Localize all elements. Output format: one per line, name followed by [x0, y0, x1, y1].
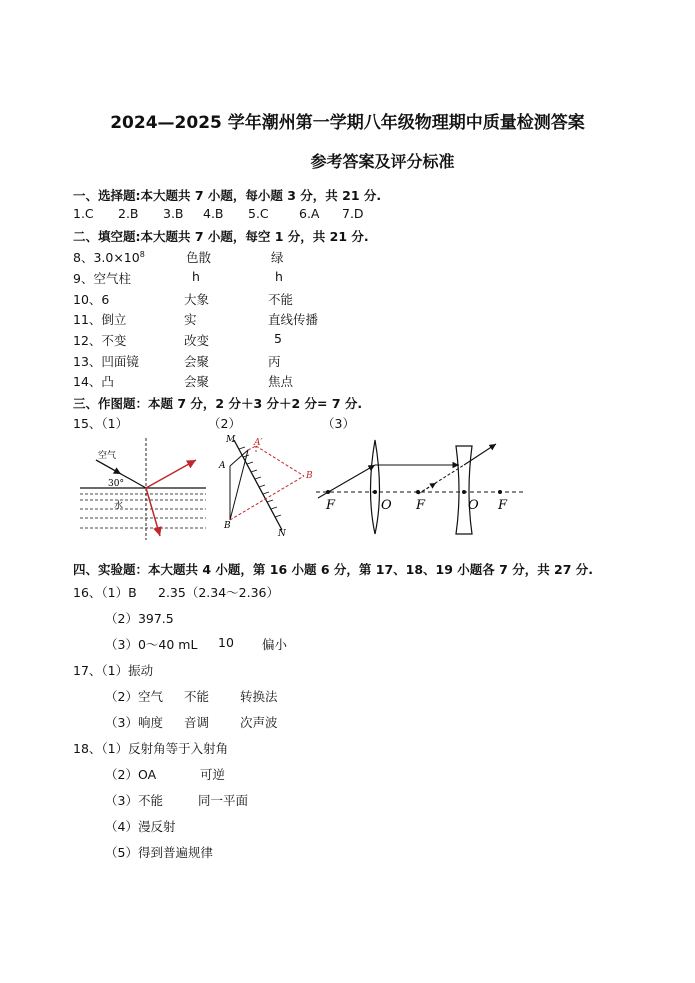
optical-center [462, 490, 466, 494]
q15-label: 15、（1） [73, 416, 129, 431]
label-O: O [468, 498, 479, 513]
fill-row-b: 焦点 [268, 374, 294, 389]
fill-row-num: 13、凹面镜 [73, 354, 139, 369]
refracted-ray [146, 488, 160, 536]
fill-row-a: 色散 [186, 250, 212, 265]
convex-lens [371, 440, 380, 534]
exp-line-b: 转换法 [240, 689, 278, 704]
section1-heading: 一、选择题:本大题共 7 小题，每小题 3 分，共 21 分. [73, 188, 382, 203]
label-B-prime: B [306, 471, 313, 481]
fill-row-b: h [275, 269, 283, 284]
mc-answer: 3.B [163, 206, 184, 221]
fill-row-num: 11、倒立 [73, 312, 127, 327]
exp-line-a: 可逆 [200, 767, 226, 782]
fill-row-num: 12、不变 [73, 333, 127, 348]
fill-row-b: 丙 [268, 354, 281, 369]
mc-answer: 5.C [248, 206, 269, 221]
mirror-diagram [218, 432, 318, 538]
label-A: A [219, 461, 226, 471]
exp-line-label: 18、（1）反射角等于入射角 [73, 741, 229, 756]
optical-center [373, 490, 377, 494]
focus-point [498, 490, 502, 494]
exp-line-label: （5）得到普遍规律 [105, 845, 213, 860]
exp-line-label: （2）空气 [105, 689, 163, 704]
exp-line-a: 不能 [184, 689, 210, 704]
exp-line-a: 同一平面 [198, 793, 249, 808]
fill-row-num: 10、6 [73, 292, 110, 307]
exp-line-label: 16、（1）B [73, 585, 137, 600]
mc-answer: 7.D [342, 206, 364, 221]
label-F: F [326, 498, 336, 513]
object-segment [230, 450, 248, 466]
label-M: M [226, 435, 236, 445]
fill-row-a: 改变 [184, 333, 210, 348]
label-F: F [498, 498, 508, 513]
reflected-ray [146, 460, 196, 488]
fill-row-b: 不能 [268, 292, 294, 307]
exp-line-a: 音调 [184, 715, 210, 730]
mirror-line [234, 440, 282, 530]
fill-row-a: 会聚 [184, 374, 210, 389]
angle-label: 30° [108, 479, 124, 489]
section2-heading: 二、填空题:本大题共 7 小题，每空 1 分，共 21 分. [73, 229, 369, 244]
mc-answer: 6.A [299, 206, 320, 221]
image-segment [256, 446, 304, 476]
label-N: N [278, 529, 286, 538]
fill-row-a: 会聚 [184, 354, 210, 369]
exp-line-a: 10 [218, 635, 234, 650]
fill-row-num: 9、空气柱 [73, 271, 131, 286]
exp-line-label: （3）响度 [105, 715, 163, 730]
exp-line-label: 17、（1）振动 [73, 663, 154, 678]
label-A-prime: A′ [254, 438, 263, 448]
fill-row-num: 8、$3.0\times 10^8$ [73, 249, 145, 265]
label-O: O [381, 498, 392, 513]
ray-out [464, 444, 496, 465]
exp-line-label: （2）OA [105, 767, 157, 782]
lens-diagram [314, 436, 526, 538]
fill-row-a: h [192, 269, 200, 284]
mc-answer: 4.B [203, 206, 224, 221]
mc-answer: 1.C [73, 206, 94, 221]
mc-answer: 2.B [118, 206, 139, 221]
section3-heading: 三、作图题：本题 7 分，2 分＋3 分＋2 分= 7 分. [73, 396, 363, 411]
fill-row-num: 14、凸 [73, 374, 114, 389]
exp-line-a: 2.35（2.34～2.36） [158, 585, 279, 600]
refraction-diagram [78, 436, 208, 542]
air-label: 空气 [98, 451, 117, 461]
label-F: F [416, 498, 426, 513]
exp-line-label: （3）不能 [105, 793, 163, 808]
water-label: 水 [114, 501, 124, 511]
focus-point [326, 490, 330, 494]
focus-point [416, 490, 420, 494]
fill-row-a: 大象 [184, 292, 210, 307]
page-subtitle: 参考答案及评分标准 [310, 152, 455, 171]
exp-line-b: 偏小 [262, 637, 288, 652]
page-title: 2024—2025 学年潮州第一学期八年级物理期中质量检测答案 [110, 113, 585, 133]
exp-line-label: （4）漫反射 [105, 819, 176, 834]
section4-heading: 四、实验题：本大题共 4 小题，第 16 小题 6 分，第 17、18、19 小题各 7 分，共 27 分. [73, 562, 594, 577]
q15-part3-label: （3） [322, 416, 355, 431]
exp-line-label: （3）0～40 mL [105, 637, 198, 652]
fill-row-b: 绿 [271, 250, 284, 265]
label-B: B [224, 521, 231, 531]
fill-row-a: 实 [184, 312, 197, 327]
superscript-exponent: 8 [139, 249, 145, 259]
fill-row-b: 直线传播 [268, 312, 319, 327]
exp-line-b: 次声波 [240, 715, 278, 730]
fill-row-b: 5 [274, 331, 282, 346]
exp-line-label: （2）397.5 [105, 611, 174, 626]
q15-part2-label: （2） [208, 416, 241, 431]
